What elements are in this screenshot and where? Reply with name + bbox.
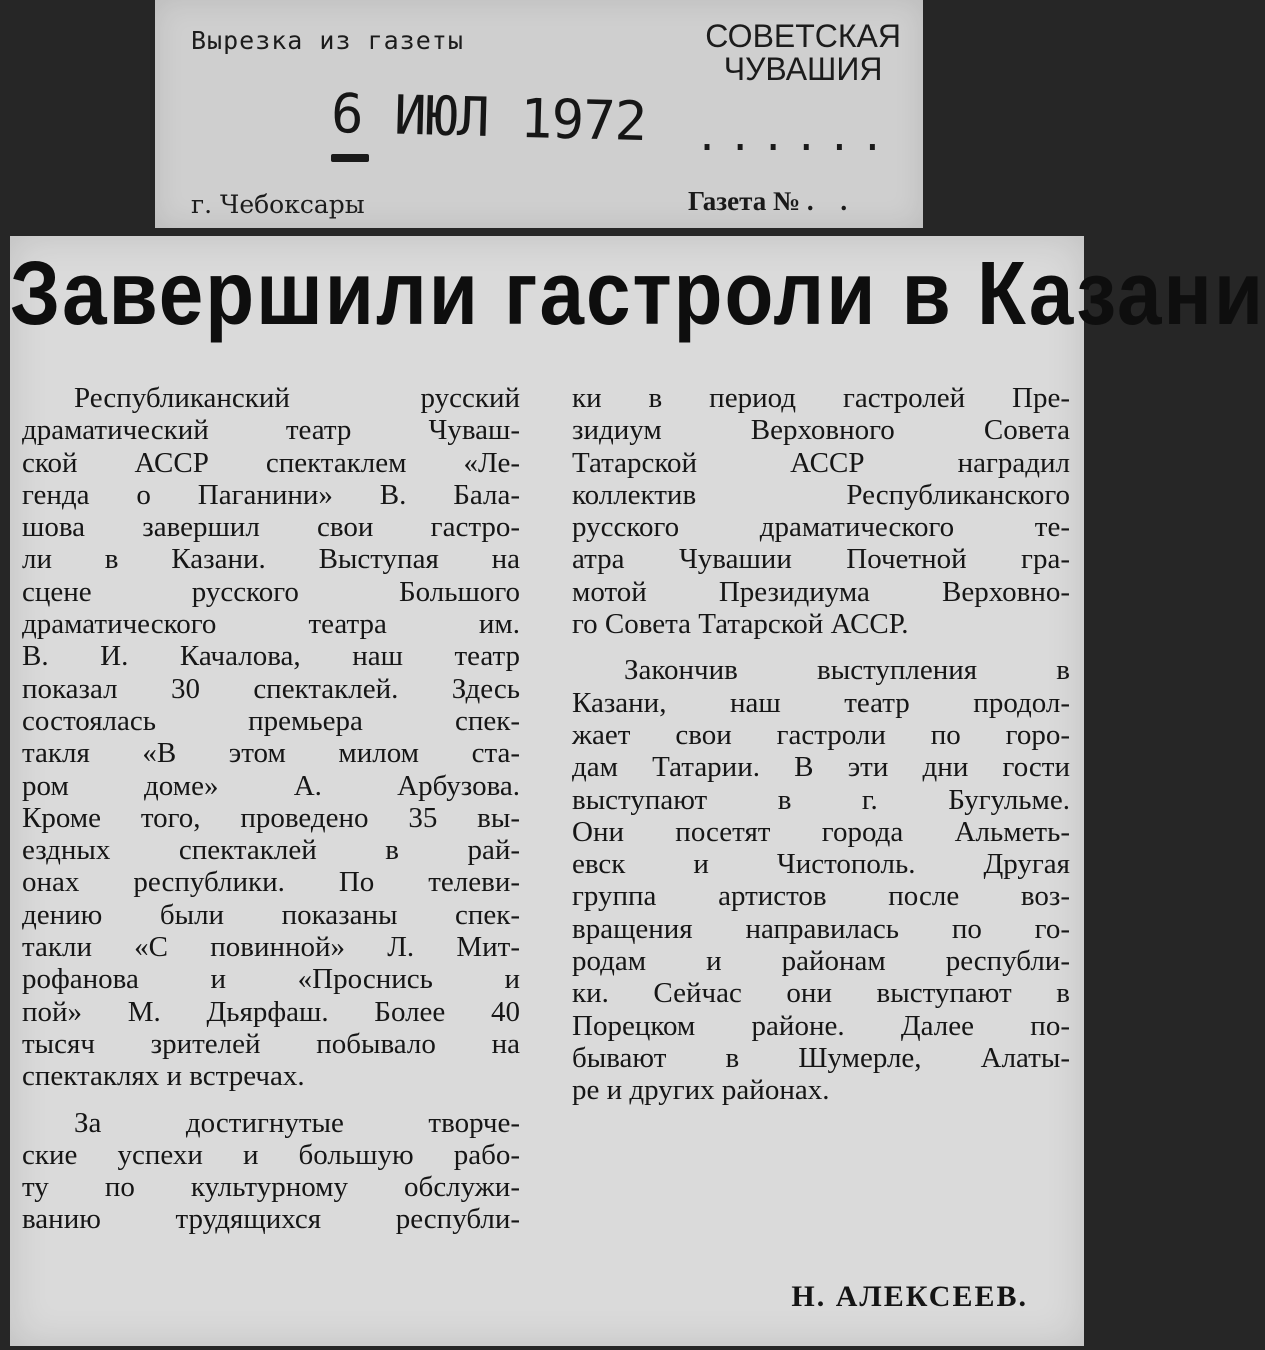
article-line: мотой Президиума Верховно-	[572, 575, 1070, 608]
article-line: ре и других районах.	[572, 1074, 830, 1107]
article-line: жает свои гастроли по горо-	[572, 718, 1070, 751]
article-line: го Совета Татарской АССР.	[572, 608, 909, 641]
article-line: ки. Сейчас они выступают в	[572, 977, 1070, 1010]
article-line: Закончив выступления в	[624, 654, 1070, 687]
article-line: коллектив Республиканского	[572, 478, 1070, 511]
article-line: ездных спектаклей в рай-	[22, 834, 520, 867]
newspaper-name	[705, 20, 901, 86]
article-line: спектаклях и встречах.	[22, 1060, 305, 1093]
article-line: онах республики. По телеви-	[22, 866, 520, 899]
article-line: выступают в г. Бугульме.	[572, 783, 1070, 816]
article-line: Они посетят города Альметь-	[572, 815, 1070, 848]
article-column-right	[572, 382, 1070, 1107]
article-line: ские успехи и большую рабо-	[22, 1138, 520, 1171]
article-line: ской АССР спектаклем «Ле-	[22, 446, 520, 479]
article-line: группа артистов после воз-	[572, 880, 1070, 913]
article-line: бывают в Шумерле, Алаты-	[572, 1041, 1070, 1074]
article-line: евск и Чистополь. Другая	[572, 848, 1070, 881]
article-line: рофанова и «Проснись и	[22, 963, 520, 996]
issue-dots: . .	[806, 186, 858, 216]
article-line: состоялась премьера спек-	[22, 704, 520, 737]
article-line: дению были показаны спек-	[22, 898, 520, 931]
article-line: драматический театр Чуваш-	[22, 414, 520, 447]
article-line: вращения направилась по го-	[572, 912, 1070, 945]
article-line: дам Татарии. В эти дни гости	[572, 751, 1070, 784]
article-line: Кроме того, проведено 35 вы-	[22, 801, 520, 834]
newspaper-name-line2: ЧУВАШИЯ	[723, 51, 883, 87]
date-stamp: 6 ИЮЛ 1972	[330, 81, 647, 154]
article-paragraph	[572, 654, 1070, 1106]
date-dots: ......	[695, 114, 894, 160]
article-line: русского драматического те-	[572, 511, 1070, 544]
clipping-label	[155, 0, 923, 228]
article-line: Татарской АССР наградил	[572, 446, 1070, 479]
article-line: родам и районам республи-	[572, 945, 1070, 978]
source-label: Вырезка из газеты	[191, 26, 464, 55]
article-line: такли «С повинной» Л. Мит-	[22, 931, 520, 964]
article-line: Порецком районе. Далее по-	[572, 1009, 1070, 1042]
article-line: За достигнутые творче-	[74, 1106, 520, 1139]
article-line: атра Чувашии Почетной гра-	[572, 543, 1070, 576]
issue-label-text: Газета №	[688, 186, 801, 216]
article-line: ром доме» А. Арбузова.	[22, 769, 520, 802]
article-line: В. И. Качалова, наш театр	[22, 640, 520, 673]
article-line: драматического театра им.	[22, 608, 520, 641]
author-signature: Н. АЛЕКСЕЕВ.	[791, 1280, 1028, 1313]
article-line: ли в Казани. Выступая на	[22, 543, 520, 576]
article-line: показал 30 спектаклей. Здесь	[22, 672, 520, 705]
article-line: такля «В этом милом ста-	[22, 737, 520, 770]
date-stamp-dash	[331, 154, 369, 162]
article-line: ванию трудящихся республи-	[22, 1203, 520, 1236]
article-line: ки в период гастролей Пре-	[572, 382, 1070, 414]
article-line: ту по культурному обслужи-	[22, 1171, 520, 1204]
article-paragraph	[572, 382, 1070, 640]
article-line: пой» М. Дьярфаш. Более 40	[22, 995, 520, 1028]
city-label: г. Чебоксары	[191, 190, 365, 219]
newspaper-clipping	[10, 236, 1265, 1346]
article-line: шова завершил свои гастро-	[22, 511, 520, 544]
newspaper-name-line1: СОВЕТСКАЯ	[705, 18, 901, 54]
article-line: Казани, наш театр продол-	[572, 686, 1070, 719]
article-line: Республиканский русский	[74, 382, 520, 414]
article-line: сцене русского Большого	[22, 575, 520, 608]
article-line: генда о Паганини» В. Бала-	[22, 478, 520, 511]
article-headline: Завершили гастроли в Казани	[10, 243, 1265, 344]
article-paragraph	[22, 1107, 520, 1236]
article-column-left	[22, 382, 520, 1236]
issue-label	[688, 186, 857, 217]
article-line: тысяч зрителей побывало на	[22, 1027, 520, 1060]
article-paragraph	[22, 382, 520, 1093]
article-line: зидиум Верховного Совета	[572, 414, 1070, 447]
